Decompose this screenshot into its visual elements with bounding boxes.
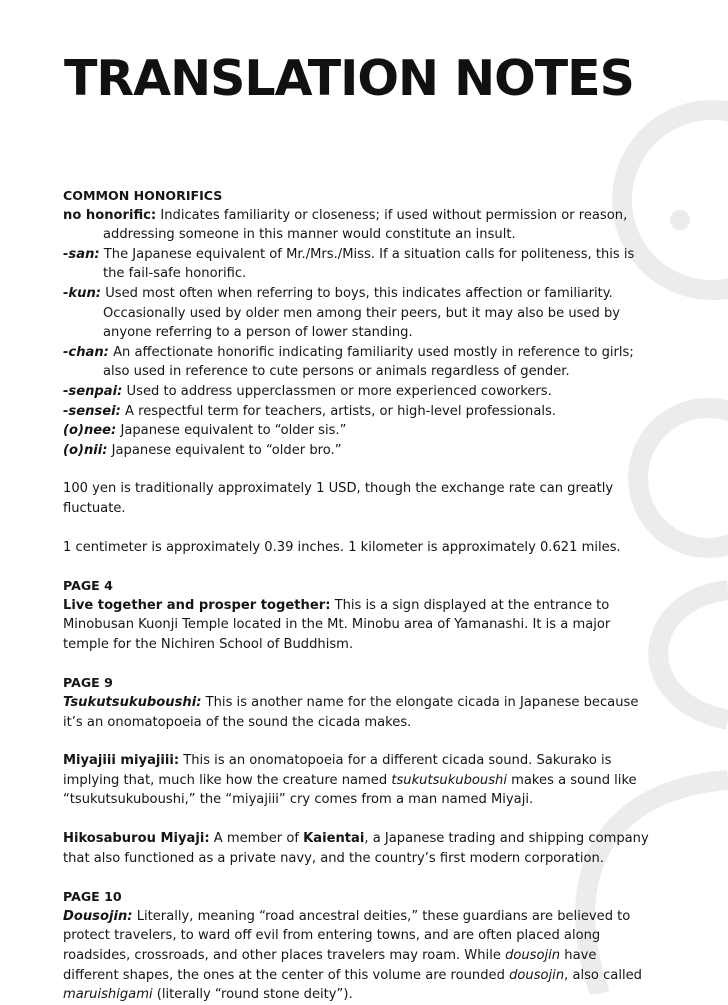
dousojin-text-4: (literally “round stone deity”). [156, 987, 353, 1003]
honorific-text: A respectful term for teachers, artists, or high-level professionals. [125, 403, 556, 419]
honorific-text: Used to address upperclassmen or more experienced coworkers. [126, 383, 552, 399]
notes-body [63, 186, 653, 1005]
honorific-term: (o)nee: [63, 423, 117, 439]
honorific-text: Used most often when referring to boys, this indicates affection or familiarity. Occasionally used by older men among their peers, but it may also be used by anyone referring to a person of lower standing. [103, 285, 621, 341]
dousojin-text-2: have different shapes, the ones at the center of this volume are rounded [63, 948, 597, 983]
miyajiii-text-end: makes a sound like “tsukutsukuboushi,” the “miyajiii” cry comes from a man named Miyaji. [63, 772, 637, 808]
honorific-text: The Japanese equivalent of Mr./Mrs./Miss. If a situation calls for politeness, this is the fail-safe honorific. [103, 246, 635, 282]
honorific-term: -san: [63, 246, 100, 262]
page4-term: Live together and prosper together: [63, 597, 331, 613]
honorific-term: no honorific: [63, 207, 157, 223]
dousojin-text-3: , also called [564, 967, 642, 983]
honorific-entry [63, 206, 653, 245]
miyajiii-italic: tsukutsukuboushi [391, 772, 507, 788]
honorific-entry [63, 382, 653, 402]
honorific-text: Indicates familiarity or closeness; if used without permission or reason, addressing someone in this manner would constitute an insult. [103, 207, 628, 243]
miyajiii-term: Miyajiii miyajiii: [63, 753, 180, 769]
kaientai-term: Kaientai [303, 831, 365, 847]
measurement-note: 1 centimeter is approximately 0.39 inches. 1 kilometer is approximately 0.621 miles. [63, 539, 621, 555]
honorific-entry [63, 441, 653, 461]
dousojin-text: Literally, meaning “road ancestral deities,” these guardians are believed to protect travelers, to ward off evil from entering towns, and are often placed along roadsides, crossroads, and other places travelers may roam. While [63, 908, 631, 963]
honorific-text: Japanese equivalent to “older sis.” [120, 423, 347, 439]
page4-note [63, 596, 653, 655]
honorific-text: Japanese equivalent to “older bro.” [111, 442, 342, 458]
page4-text: This is a sign displayed at the entrance to Minobusan Kuonji Temple located in the Mt. Minobu area of Yamanashi. It is a major temple for the Nichiren School of Buddhism. [63, 597, 611, 652]
honorific-entry [63, 245, 653, 284]
honorifics-heading: COMMON HONORIFICS [63, 188, 223, 203]
honorific-term: -chan: [63, 344, 109, 360]
honorific-text: An affectionate honorific indicating familiarity used mostly in reference to girls; also used in reference to cute persons or animals regardless of gender. [103, 344, 634, 380]
honorific-entry [63, 284, 653, 343]
tsukutsukuboushi-term: Tsukutsukuboushi: [63, 695, 202, 711]
page4-heading: PAGE 4 [63, 578, 113, 594]
honorific-term: (o)nii: [63, 442, 108, 458]
dousojin-italic-2: dousojin [509, 967, 565, 983]
page-title: TRANSLATION NOTES [64, 50, 634, 107]
watermark-arc-1 [658, 590, 728, 720]
honorific-entry [63, 421, 653, 441]
honorific-entry [63, 343, 653, 382]
watermark-dot [670, 210, 690, 230]
page10-heading: PAGE 10 [63, 889, 122, 905]
dousojin-term: Dousojin: [63, 908, 133, 924]
miyajiii-note [63, 751, 653, 810]
tsukutsukuboushi-note [63, 693, 653, 732]
miyajiii-text: This is an onomatopoeia for a different cicada sound. Sakurako is implying that, much like how the creature named [63, 753, 612, 788]
hikosaburou-text-end: , a Japanese trading and shipping company that also functioned as a private navy, and the country’s first modern corporation. [63, 831, 649, 866]
hikosaburou-text: A member of [213, 831, 299, 847]
dousojin-note [63, 907, 653, 1005]
dousojin-italic: dousojin [505, 948, 561, 963]
honorific-term: -kun: [63, 285, 102, 301]
yen-note: 100 yen is traditionally approximately 1 USD, though the exchange rate can greatly fluctuate. [63, 481, 614, 516]
hikosaburou-note [63, 829, 653, 868]
page9-heading: PAGE 9 [63, 675, 113, 691]
tsukutsukuboushi-text: This is another name for the elongate cicada in Japanese because it’s an onomatopoeia of the sound the cicada makes. [63, 695, 639, 730]
honorific-entry [63, 402, 653, 422]
hikosaburou-term: Hikosaburou Miyaji: [63, 831, 210, 847]
honorific-term: -sensei: [63, 403, 121, 419]
honorific-term: -senpai: [63, 383, 123, 399]
maruishigami-italic: maruishigami [63, 987, 153, 1003]
